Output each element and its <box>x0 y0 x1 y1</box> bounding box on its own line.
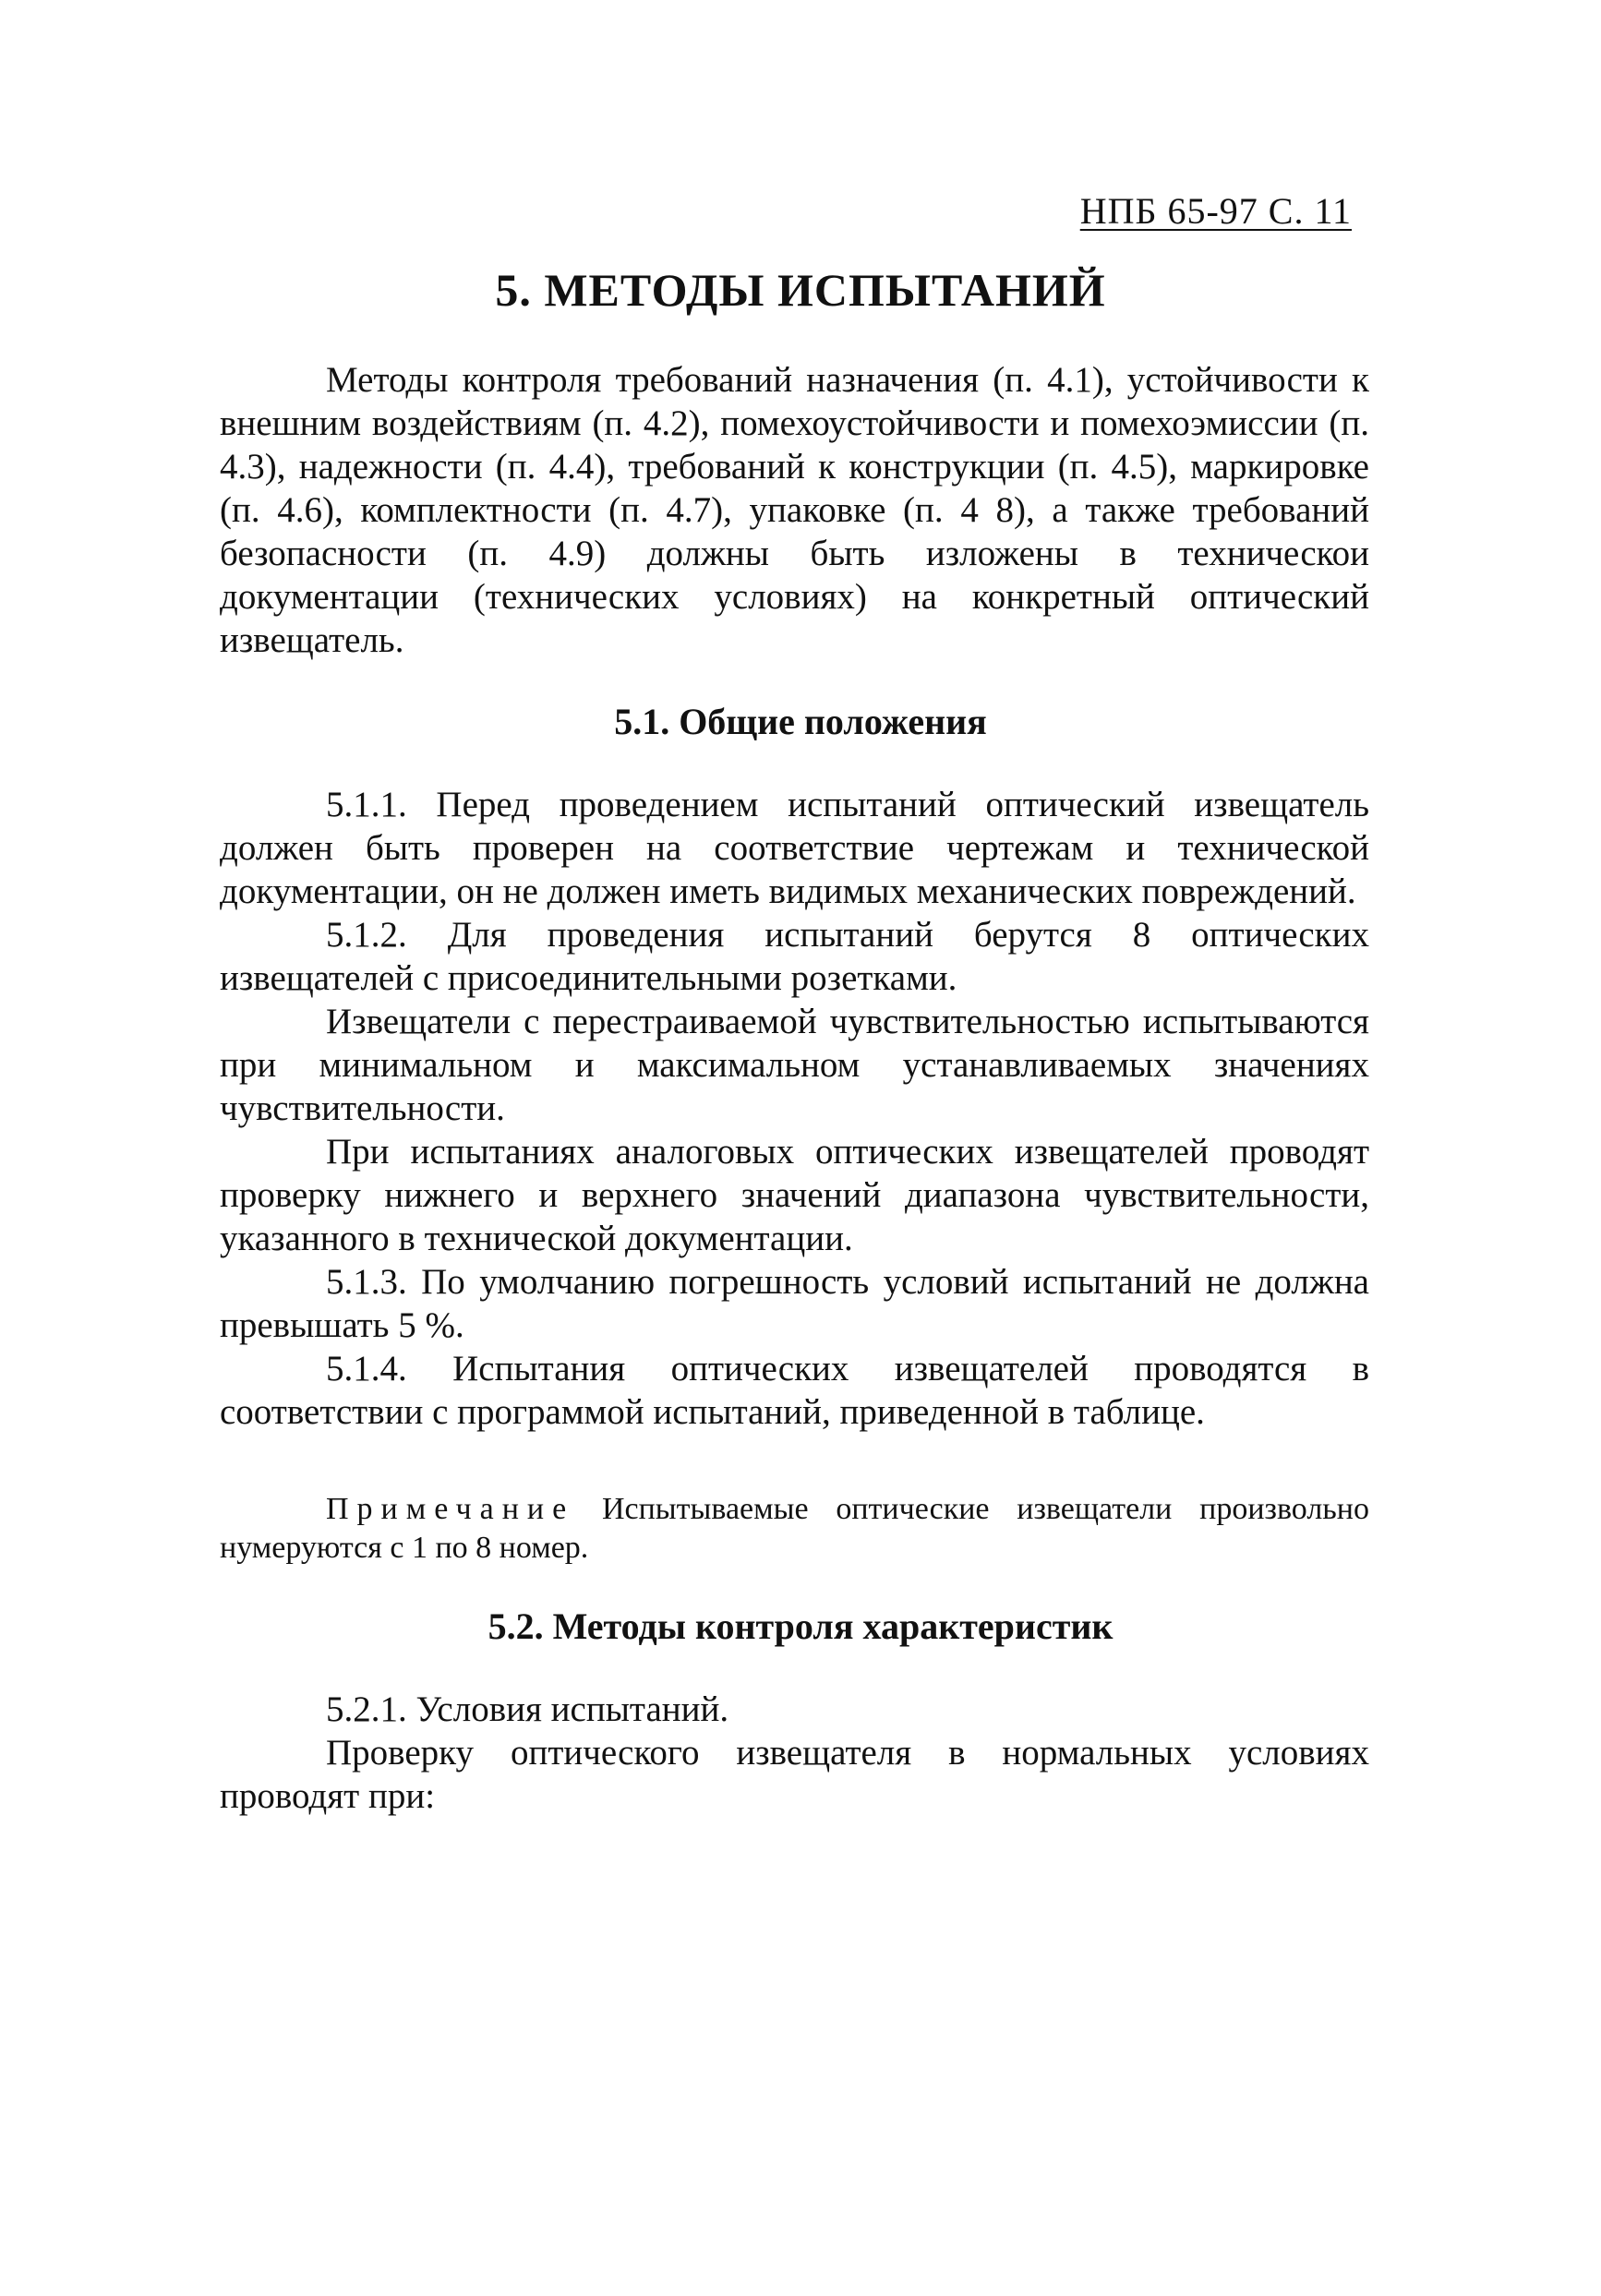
page-header-doc-ref: НПБ 65-97 С. 11 <box>1079 190 1352 232</box>
paragraph-analog-detectors: При испытаниях аналоговых оптических извещателей проводят проверку нижнего и верхнего значений диапазона чувствительности, указанного в технической документации. <box>220 1132 1369 1258</box>
paragraph-5-2-1: 5.2.1. Условия испытаний. <box>326 1689 729 1729</box>
paragraph-5-1-3: 5.1.3. По умолчанию погрешность условий испытаний не должна превышать 5 %. <box>220 1262 1369 1345</box>
paragraph-5-1-2: 5.1.2. Для проведения испытаний берутся 8 оптических извещателей с присоединительными розетками. <box>220 915 1369 998</box>
section-intro-paragraph: Методы контроля требований назначения (п. 4.1), устойчивости к внешним воздействиям (п. 4.2), помехоустойчивости и помехоэмиссии (п. 4.3), надежности (п. 4.4), требований к конструкции (п. 4.5), маркировке (п. 4.6), комплектности (п. 4.7), упаковке (п. 4 8), а также требований безопасности (п. 4.9) должны быть изложены в техническои документации (технических условиях) на конкретный оптический извещатель. <box>220 360 1369 660</box>
paragraph-adjustable-sensitivity: Извещатели с перестраиваемой чувствительностью испытываются при минимальном и максимальном устанавливаемых значениях чувствительности. <box>220 1002 1369 1128</box>
note-paragraph <box>220 1490 1369 1568</box>
paragraph-5-1-4: 5.1.4. Испытания оптических извещателей проводятся в соответствии с программой испытаний, приведенной в таблице. <box>220 1349 1369 1432</box>
subsection-2-body <box>220 1688 1369 1818</box>
subsection-1-body <box>220 783 1369 1434</box>
paragraph-5-1-1: 5.1.1. Перед проведением испытаний оптический извещатель должен быть проверен на соответствие чертежам и технической документации, он не должен иметь видимых механических повреждений. <box>220 785 1369 911</box>
paragraph-normal-conditions: Проверку оптического извещателя в нормальных условиях проводят при: <box>220 1733 1369 1816</box>
note-block <box>220 1490 1369 1568</box>
subsection-2-title: 5.2. Методы контроля характеристик <box>488 1605 1113 1647</box>
section-title: 5. МЕТОДЫ ИСПЫТАНИЙ <box>495 264 1106 316</box>
note-label: Примечание <box>326 1492 575 1526</box>
note-text: Испытываемые оптические извещатели произвольно нумеруются с 1 по 8 номер. <box>220 1492 1369 1565</box>
section-intro-block <box>220 358 1369 662</box>
subsection-1-title: 5.1. Общие положения <box>614 701 987 742</box>
